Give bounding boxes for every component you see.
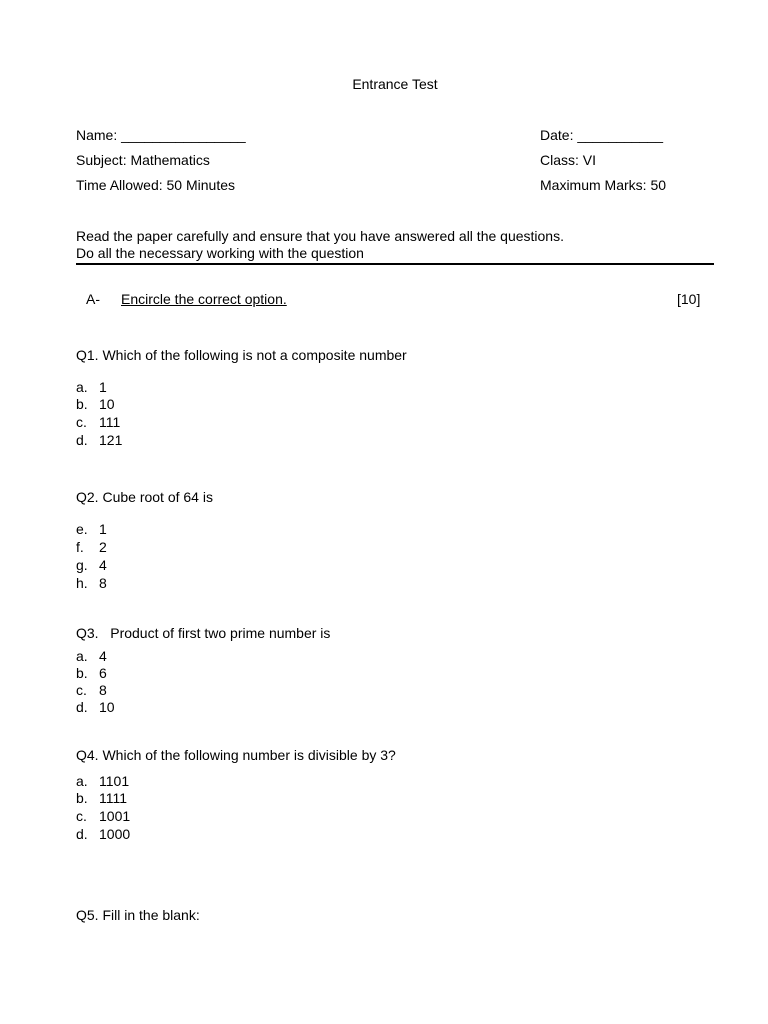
option-row	[76, 521, 107, 537]
option-value: 10	[99, 699, 115, 715]
option-row	[76, 773, 129, 789]
section-marks: [10]	[677, 291, 701, 307]
option-value: 1	[99, 379, 107, 395]
option-value: 1111	[99, 790, 128, 806]
option-label: b.	[76, 665, 88, 681]
option-label: g.	[76, 557, 88, 573]
option-label: b.	[76, 396, 88, 412]
section-label: A-	[86, 291, 100, 307]
subject-label: Subject: Mathematics	[76, 152, 210, 168]
question-1-text: Q1. Which of the following is not a composite number	[76, 347, 407, 363]
option-label: e.	[76, 521, 88, 537]
option-row	[76, 379, 107, 395]
option-row	[76, 682, 107, 698]
question-4-text: Q4. Which of the following number is divisible by 3?	[76, 747, 396, 763]
class-label: Class: VI	[540, 152, 597, 168]
date-field: Date: ___________	[540, 127, 663, 143]
option-label: c.	[76, 808, 87, 824]
option-value: 4	[99, 557, 107, 573]
question-3-text: Q3. Product of first two prime number is	[76, 625, 331, 641]
question-2-text: Q2. Cube root of 64 is	[76, 489, 213, 505]
header-divider	[76, 263, 714, 265]
option-row	[76, 699, 115, 715]
option-value: 111	[99, 414, 121, 430]
option-label: c.	[76, 682, 87, 698]
option-label: d.	[76, 826, 88, 842]
option-value: 1101	[99, 773, 130, 789]
option-label: c.	[76, 414, 87, 430]
option-label: f.	[76, 539, 84, 555]
option-value: 6	[99, 665, 107, 681]
option-value: 1001	[99, 808, 131, 824]
option-row	[76, 665, 107, 681]
option-row	[76, 648, 107, 664]
option-value: 10	[99, 396, 115, 412]
option-row	[76, 826, 130, 842]
name-field: Name: ________________	[76, 127, 246, 143]
option-value: 2	[99, 539, 107, 555]
option-label: b.	[76, 790, 88, 806]
option-value: 8	[99, 575, 107, 591]
option-row	[76, 575, 107, 591]
option-label: a.	[76, 379, 88, 395]
option-row	[76, 557, 107, 573]
option-label: a.	[76, 773, 88, 789]
option-label: h.	[76, 575, 88, 591]
option-row	[76, 414, 120, 430]
option-label: d.	[76, 432, 88, 448]
time-allowed-label: Time Allowed: 50 Minutes	[76, 177, 235, 193]
option-label: a.	[76, 648, 88, 664]
instruction-line-2: Do all the necessary working with the question	[76, 245, 364, 261]
instruction-line-1: Read the paper carefully and ensure that you have answered all the questions.	[76, 228, 564, 244]
option-row	[76, 790, 127, 806]
option-value: 8	[99, 682, 107, 698]
option-value: 4	[99, 648, 107, 664]
section-heading: Encircle the correct option.	[121, 291, 287, 307]
test-title: Entrance Test	[352, 76, 438, 92]
option-row	[76, 539, 107, 555]
maximum-marks-label: Maximum Marks: 50	[540, 177, 667, 193]
option-row	[76, 396, 115, 412]
option-row	[76, 808, 130, 824]
option-label: d.	[76, 699, 88, 715]
question-5-text: Q5. Fill in the blank:	[76, 907, 200, 923]
option-value: 1000	[99, 826, 131, 842]
option-row	[76, 432, 122, 448]
option-value: 121	[99, 432, 123, 448]
option-value: 1	[99, 521, 107, 537]
